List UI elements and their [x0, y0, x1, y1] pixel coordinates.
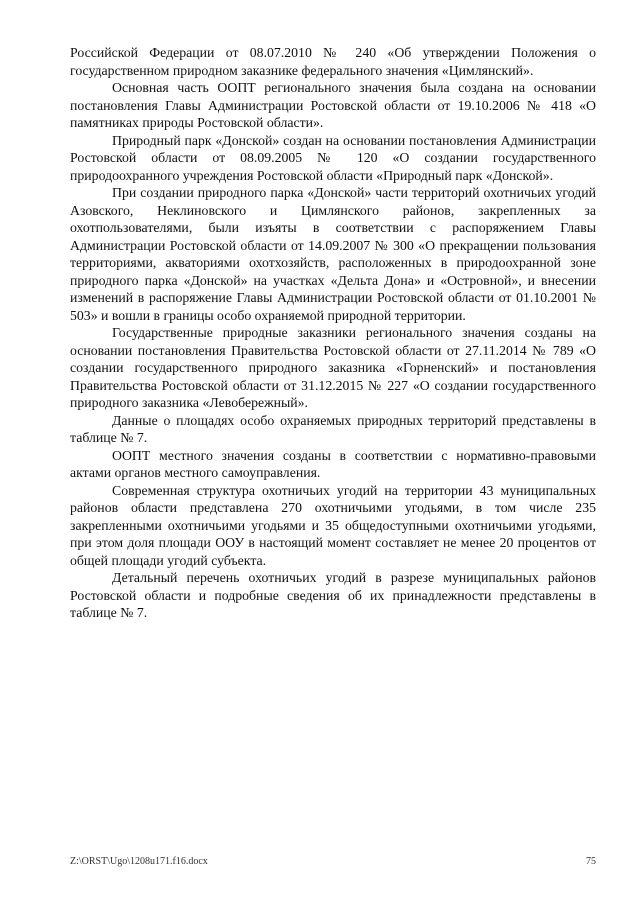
document-body — [70, 44, 596, 622]
paragraph-regional-oopt: Основная часть ООПТ регионального значения была создана на основании постановления Главы Администрации Ростовской области от 19.10.2006 № 418 «О памятниках природы Ростовской области». — [70, 80, 596, 130]
paragraph-hunting-structure: Современная структура охотничьих угодий на территории 43 муниципальных районов области представлена 270 охотничьими угодьями, в том числе 235 закрепленными охотничьими угодьями и 35 общедоступными охотничьими угодьями, при этом доля площади ООУ в настоящий момент составляет не менее 20 процентов от общей площади угодий субъекта. — [70, 482, 596, 568]
paragraph-local-oopt: ООПТ местного значения созданы в соответствии с нормативно-правовыми актами органов местного самоуправления. — [70, 447, 596, 480]
paragraph-area-data: Данные о площадях особо охраняемых природных территорий представлены в таблице № 7. — [70, 412, 596, 445]
paragraph-natural-park-donskoy: Природный парк «Донской» создан на основании постановления Администрации Ростовской области от 08.09.2005 № 120 «О создании государственного природоохранного учреждения Ростовской области «Природный парк «Донской». — [70, 132, 596, 183]
page-number: 75 — [586, 856, 596, 867]
paragraph-state-reserves: Государственные природные заказники регионального значения созданы на основании постановления Правительства Ростовской области от 27.11.2014 № 789 «О создании государственного природного заказника «Горненский» и постановления Правительства Ростовской области от 31.12.2015 № 227 «О создании государственного природного заказника «Левобережный». — [70, 325, 596, 410]
paragraph-park-creation-hunting-lands: При создании природного парка «Донской» части территорий охотничьих угодий Азовского, Неклиновского и Цимлянского районов, закрепленных за охотпользователями, были изъяты в соответствии с распоряжением Главы Администрации Ростовской области от 14.09.2007 № 300 «О прекращении пользования территориями, акваториями охотхозяйств, расположенных в природоохранной зоне природного парка «Донской» на участках «Дельта Дона» и «Островной», и внесении изменений в распоряжение Главы Администрации Ростовской области от 01.10.2001 № 503» и вошли в границы особо охраняемой природной территории. — [70, 185, 596, 323]
paragraph-detailed-list: Детальный перечень охотничьих угодий в разрезе муниципальных районов Ростовской области и подробные сведения об их принадлежности представлены в таблице № 7. — [70, 570, 596, 620]
footer-file-path: Z:\ORST\Ugo\1208u171.f16.docx — [70, 856, 208, 867]
paragraph-continuation: Российской Федерации от 08.07.2010 № 240 «Об утверждении Положения о государственном природном заказнике федерального значения «Цимлянский». — [70, 45, 596, 78]
